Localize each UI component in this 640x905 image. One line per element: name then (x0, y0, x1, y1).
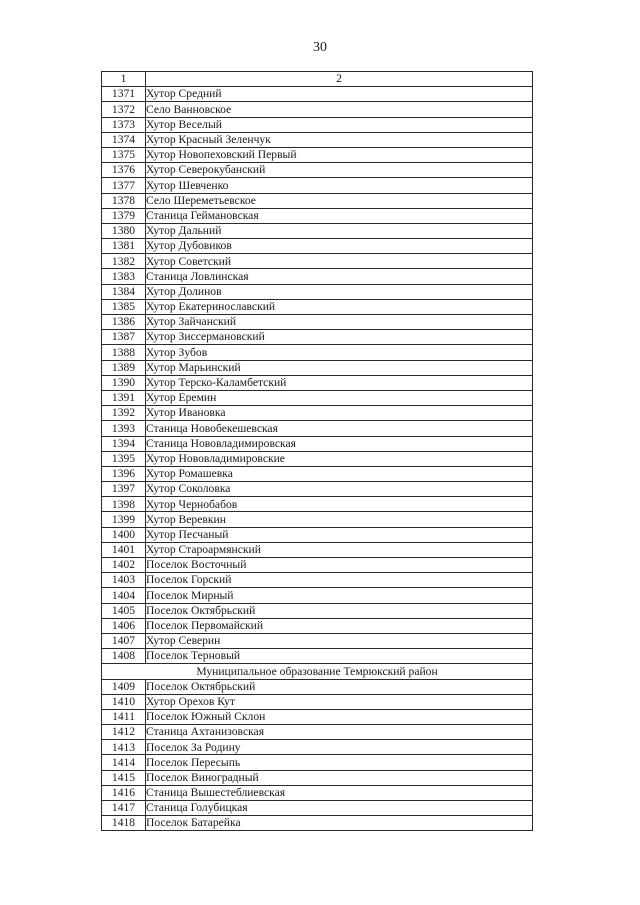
table-row (102, 725, 533, 740)
row-number: 1414 (102, 755, 146, 770)
row-number: 1384 (102, 284, 146, 299)
settlement-name: Хутор Красный Зеленчук (146, 132, 533, 147)
row-number: 1380 (102, 223, 146, 238)
settlement-name: Хутор Еремин (146, 390, 533, 405)
row-number: 1409 (102, 679, 146, 694)
table-row (102, 558, 533, 573)
settlement-name: Хутор Дальний (146, 223, 533, 238)
row-number: 1389 (102, 360, 146, 375)
row-number: 1399 (102, 512, 146, 527)
settlement-name: Поселок Виноградный (146, 770, 533, 785)
table-row (102, 542, 533, 557)
table-row (102, 132, 533, 147)
table-row (102, 618, 533, 633)
table-row (102, 633, 533, 648)
settlement-name: Хутор Северин (146, 633, 533, 648)
section-title: Муниципальное образование Темрюкский район (102, 664, 533, 679)
row-number: 1407 (102, 633, 146, 648)
row-number: 1398 (102, 497, 146, 512)
row-number: 1410 (102, 694, 146, 709)
row-number: 1402 (102, 558, 146, 573)
settlement-name: Хутор Нововладимировские (146, 451, 533, 466)
settlement-name: Хутор Терско-Каламбетский (146, 375, 533, 390)
row-number: 1375 (102, 147, 146, 162)
row-number: 1396 (102, 466, 146, 481)
column-2-header: 2 (146, 72, 533, 87)
table-row (102, 573, 533, 588)
table-row (102, 421, 533, 436)
row-number: 1374 (102, 132, 146, 147)
row-number: 1397 (102, 482, 146, 497)
row-number: 1386 (102, 315, 146, 330)
row-number: 1401 (102, 542, 146, 557)
table-row (102, 163, 533, 178)
settlement-name: Хутор Долинов (146, 284, 533, 299)
table-row (102, 785, 533, 800)
settlement-name: Станица Геймановская (146, 208, 533, 223)
row-number: 1382 (102, 254, 146, 269)
section-row (102, 664, 533, 679)
table-row (102, 375, 533, 390)
row-number: 1408 (102, 649, 146, 664)
row-number: 1391 (102, 390, 146, 405)
settlement-name: Станица Вышестеблиевская (146, 785, 533, 800)
settlement-name: Станица Голубицкая (146, 801, 533, 816)
settlement-name: Поселок Октябрьский (146, 679, 533, 694)
settlements-table-body (102, 72, 533, 831)
settlement-name: Хутор Соколовка (146, 482, 533, 497)
table-row (102, 801, 533, 816)
settlement-name: Хутор Песчаный (146, 527, 533, 542)
row-number: 1379 (102, 208, 146, 223)
table-row (102, 406, 533, 421)
row-number: 1415 (102, 770, 146, 785)
table-row (102, 588, 533, 603)
table-row (102, 482, 533, 497)
settlement-name: Поселок Горский (146, 573, 533, 588)
table-row (102, 497, 533, 512)
row-number: 1390 (102, 375, 146, 390)
settlement-name: Поселок За Родину (146, 740, 533, 755)
settlement-name: Станица Ловлинская (146, 269, 533, 284)
settlement-name: Поселок Октябрьский (146, 603, 533, 618)
row-number: 1405 (102, 603, 146, 618)
table-row (102, 390, 533, 405)
row-number: 1406 (102, 618, 146, 633)
settlement-name: Хутор Марьинский (146, 360, 533, 375)
settlement-name: Хутор Орехов Кут (146, 694, 533, 709)
table-row (102, 345, 533, 360)
table-row (102, 466, 533, 481)
settlement-name: Хутор Дубовиков (146, 239, 533, 254)
row-number: 1376 (102, 163, 146, 178)
settlement-name: Хутор Чернобабов (146, 497, 533, 512)
settlement-name: Поселок Южный Склон (146, 709, 533, 724)
settlement-name: Хутор Зиссермановский (146, 330, 533, 345)
table-row (102, 740, 533, 755)
row-number: 1385 (102, 299, 146, 314)
settlement-name: Село Ванновское (146, 102, 533, 117)
table-row (102, 770, 533, 785)
row-number: 1378 (102, 193, 146, 208)
settlement-name: Станица Ахтанизовская (146, 725, 533, 740)
table-row (102, 360, 533, 375)
settlement-name: Село Шереметьевское (146, 193, 533, 208)
settlement-name: Поселок Мирный (146, 588, 533, 603)
row-number: 1393 (102, 421, 146, 436)
table-row (102, 87, 533, 102)
table-row (102, 512, 533, 527)
settlement-name: Хутор Веревкин (146, 512, 533, 527)
page-number: 30 (313, 40, 327, 55)
settlement-name: Хутор Новопеховский Первый (146, 147, 533, 162)
row-number: 1381 (102, 239, 146, 254)
settlement-name: Поселок Батарейка (146, 816, 533, 831)
row-number: 1394 (102, 436, 146, 451)
table-row (102, 284, 533, 299)
row-number: 1412 (102, 725, 146, 740)
row-number: 1416 (102, 785, 146, 800)
table-row (102, 330, 533, 345)
row-number: 1377 (102, 178, 146, 193)
settlement-name: Хутор Екатеринославский (146, 299, 533, 314)
table-row (102, 208, 533, 223)
settlement-name: Поселок Терновый (146, 649, 533, 664)
settlement-name: Хутор Средний (146, 87, 533, 102)
table-row (102, 709, 533, 724)
table-row (102, 315, 533, 330)
table-row (102, 451, 533, 466)
row-number: 1400 (102, 527, 146, 542)
table-row (102, 239, 533, 254)
settlement-name: Поселок Пересыпь (146, 755, 533, 770)
row-number: 1403 (102, 573, 146, 588)
row-number: 1417 (102, 801, 146, 816)
row-number: 1413 (102, 740, 146, 755)
table-row (102, 527, 533, 542)
table-row (102, 436, 533, 451)
table-row (102, 299, 533, 314)
row-number: 1395 (102, 451, 146, 466)
settlement-name: Хутор Староармянский (146, 542, 533, 557)
row-number: 1373 (102, 117, 146, 132)
settlement-name: Поселок Первомайский (146, 618, 533, 633)
settlement-name: Станица Нововладимировская (146, 436, 533, 451)
table-row (102, 694, 533, 709)
settlement-name: Хутор Северокубанский (146, 163, 533, 178)
row-number: 1418 (102, 816, 146, 831)
settlement-name: Хутор Веселый (146, 117, 533, 132)
table-row (102, 603, 533, 618)
table-row (102, 816, 533, 831)
table-row (102, 679, 533, 694)
settlement-name: Хутор Ивановка (146, 406, 533, 421)
settlement-name: Хутор Ромашевка (146, 466, 533, 481)
table-header-row (102, 72, 533, 87)
row-number: 1383 (102, 269, 146, 284)
settlements-table (101, 71, 533, 831)
table-row (102, 269, 533, 284)
table-row (102, 649, 533, 664)
table-row (102, 178, 533, 193)
table-row (102, 102, 533, 117)
table-row (102, 193, 533, 208)
table-row (102, 755, 533, 770)
row-number: 1392 (102, 406, 146, 421)
settlement-name: Хутор Советский (146, 254, 533, 269)
settlement-name: Станица Новобекешевская (146, 421, 533, 436)
settlement-name: Хутор Зайчанский (146, 315, 533, 330)
table-row (102, 254, 533, 269)
row-number: 1372 (102, 102, 146, 117)
row-number: 1411 (102, 709, 146, 724)
settlement-name: Поселок Восточный (146, 558, 533, 573)
column-1-header: 1 (102, 72, 146, 87)
row-number: 1388 (102, 345, 146, 360)
table-row (102, 223, 533, 238)
settlement-name: Хутор Зубов (146, 345, 533, 360)
row-number: 1404 (102, 588, 146, 603)
settlement-name: Хутор Шевченко (146, 178, 533, 193)
row-number: 1387 (102, 330, 146, 345)
row-number: 1371 (102, 87, 146, 102)
table-row (102, 117, 533, 132)
table-row (102, 147, 533, 162)
